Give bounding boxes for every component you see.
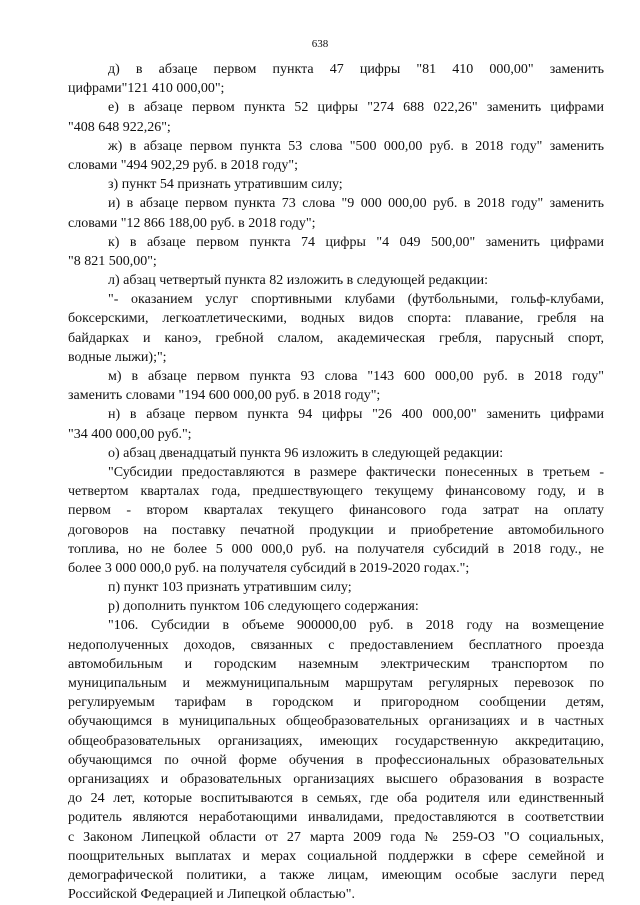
- text-line: недополученных доходов, связанных с предоставлением бесплатного проезда: [68, 637, 604, 653]
- text-line: более 3 000 000,0 руб. на получателя субсидий в 2019-2020 годах.";: [68, 560, 470, 576]
- text-line: "- оказанием услуг спортивными клубами (футбольными, гольф-клубами,: [108, 292, 604, 308]
- text-line: Российской Федерацией и Липецкой областью".: [68, 887, 355, 903]
- document-body: [68, 60, 604, 904]
- text-line: л) абзац четвертый пункта 82 изложить в следующей редакции:: [108, 273, 489, 289]
- text-line: цифрами"121 410 000,00";: [68, 81, 225, 97]
- text-line: обучающимся в муниципальных общеобразовательных организациях и в частных: [68, 714, 604, 730]
- text-line: обучающимся по очной форме обучения в профессиональных образовательных: [68, 752, 604, 768]
- text-line: родитель являются неработающими инвалидами, предоставляются в соответствии: [68, 810, 604, 826]
- text-line: "106. Субсидии в объеме 900000,00 руб. в 2018 году на возмещение: [108, 618, 604, 634]
- text-line: к) в абзаце первом пункта 74 цифры "4 049 500,00" заменить цифрами: [108, 234, 604, 250]
- text-line: первом - втором кварталах текущего финансового года затрат на оплату: [68, 503, 604, 519]
- text-line: "8 821 500,00";: [68, 253, 157, 269]
- text-line: регулируемым тарифам в городском и пригородном сообщении детям,: [68, 695, 604, 711]
- text-line: словами "494 902,29 руб. в 2018 году";: [68, 157, 298, 173]
- text-line: договоров на поставку печатной продукции и приобретение автомобильного: [68, 522, 604, 538]
- text-line: боксерскими, легкоатлетическими, водных видов спорта: плавание, гребля на: [68, 311, 604, 327]
- text-line: м) в абзаце первом пункта 93 слова "143 600 000,00 руб. в 2018 году": [108, 369, 604, 384]
- text-line: н) в абзаце первом пункта 94 цифры "26 400 000,00" заменить цифрами: [108, 407, 604, 423]
- text-line: топлива, но не более 5 000 000,0 руб. на получателя субсидий в 2018 году., не: [68, 541, 604, 557]
- text-line: "408 648 922,26";: [68, 119, 171, 135]
- text-line: общеобразовательных организациях, имеющих государственную аккредитацию,: [68, 733, 604, 749]
- text-line: до 24 лет, которые воспитываются в семьях, где оба родителя или единственный: [68, 791, 604, 807]
- text-line: е) в абзаце первом пункта 52 цифры "274 688 022,26" заменить цифрами: [108, 100, 604, 116]
- text-line: р) дополнить пунктом 106 следующего содержания:: [108, 599, 419, 615]
- text-line: муниципальным и межмуниципальным маршрутам регулярных перевозок по: [68, 676, 604, 691]
- text-line: демографической политики, а также лицам, имеющим особые заслуги перед: [68, 867, 604, 883]
- text-line: байдарках и каноэ, гребной слалом, академическая гребля, парусный спорт,: [68, 330, 604, 346]
- text-line: словами "12 866 188,00 руб. в 2018 году";: [68, 215, 316, 231]
- text-line: поощрительных выплатах и мерах социальной поддержки в сфере семейной и: [68, 848, 604, 864]
- text-line: "Субсидии предоставляются в размере фактически понесенных в третьем -: [108, 464, 604, 480]
- text-line: ж) в абзаце первом пункта 53 слова "500 000,00 руб. в 2018 году" заменить: [108, 138, 604, 154]
- text-line: д) в абзаце первом пункта 47 цифры "81 410 000,00" заменить: [108, 62, 604, 77]
- text-line: п) пункт 103 признать утратившим силу;: [108, 580, 352, 596]
- page-number: 638: [311, 38, 329, 50]
- text-line: о) абзац двенадцатый пункта 96 изложить в следующей редакции:: [108, 445, 504, 461]
- text-line: автомобильным и городским наземным электрическим транспортом по: [68, 656, 604, 672]
- text-line: с Законом Липецкой области от 27 марта 2009 года № 259-ОЗ "О социальных,: [68, 829, 604, 845]
- text-line: заменить словами "194 600 000,00 руб. в 2018 году";: [68, 388, 381, 404]
- text-line: и) в абзаце первом пункта 73 слова "9 000 000,00 руб. в 2018 году" заменить: [108, 196, 604, 212]
- text-line: "34 400 000,00 руб.";: [68, 426, 192, 442]
- text-line: водные лыжи);";: [68, 349, 167, 365]
- text-line: четвертом кварталах года, предшествующего текущему финансовому году, и в: [68, 484, 604, 500]
- text-line: з) пункт 54 признать утратившим силу;: [108, 177, 343, 193]
- text-line: организациях и образовательных организациях высшего образования в возрасте: [68, 771, 604, 787]
